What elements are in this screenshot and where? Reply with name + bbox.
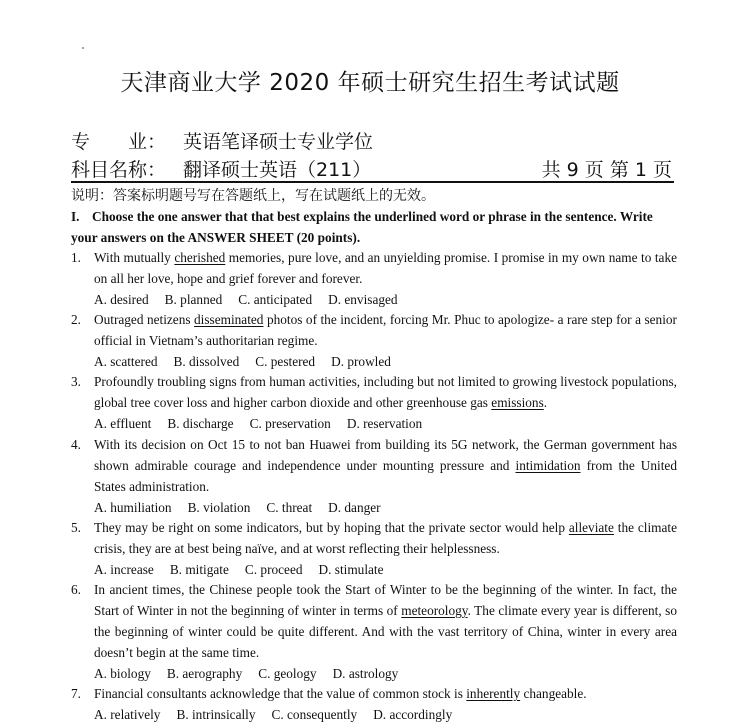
question-number: 3. — [71, 374, 81, 389]
option-c: C. pestered — [255, 354, 316, 369]
question-text-before: With its decision on Oct 15 to not ban Huawei from building its 5G network, the German government has shown admirable courage and independence under mounting pressure and — [94, 437, 677, 473]
option-a: A. relatively — [94, 707, 161, 722]
question-text-before: Profoundly troubling signs from human activities, including but not limited to growing livestock populations, global tree cover loss and higher carbon dioxide and other greenhouse gas — [94, 374, 677, 410]
answer-note: 说明：答案标明题号写在答题纸上，写在试题纸上的无效。 — [71, 188, 435, 204]
question-number: 2. — [71, 312, 81, 327]
option-a: A. biology — [94, 666, 151, 681]
question — [71, 579, 677, 684]
answer-options — [94, 559, 677, 580]
major-row — [71, 127, 373, 154]
option-d: D. prowled — [331, 354, 391, 369]
underlined-word: cherished — [174, 250, 226, 265]
option-d: D. astrology — [332, 666, 399, 681]
underlined-word: meteorology — [401, 603, 468, 618]
question-number: 6. — [71, 582, 81, 597]
question-text — [94, 247, 677, 289]
answer-options — [94, 704, 677, 725]
option-a: A. desired — [94, 292, 149, 307]
question-text-before: They may be right on some indicators, but by hoping that the private sector would help — [94, 520, 569, 535]
question-text — [94, 579, 677, 663]
option-c: C. geology — [258, 666, 317, 681]
option-a: A. scattered — [94, 354, 158, 369]
option-d: D. danger — [328, 500, 381, 515]
answer-options — [94, 351, 677, 372]
question-number: 4. — [71, 437, 81, 452]
question-text-after: . — [543, 395, 548, 410]
option-d: D. reservation — [346, 416, 423, 431]
question-number: 1. — [71, 250, 81, 265]
question-text-after: memories, pure love, and an unyielding promise. I promise in my own name to take on all her love, hope and grief forever and forever. — [94, 250, 677, 286]
option-d: D. envisaged — [328, 292, 398, 307]
option-b: B. intrinsically — [176, 707, 256, 722]
question-text-before: With mutually — [94, 250, 175, 265]
question-text-before: Financial consultants acknowledge that the value of common stock is — [94, 686, 467, 701]
underlined-word: disseminated — [194, 312, 264, 327]
option-b: B. aerography — [166, 666, 243, 681]
question-text-before: Outraged netizens — [94, 312, 195, 327]
major-label: 专 业： — [71, 131, 167, 153]
question — [71, 683, 677, 725]
question — [71, 517, 677, 580]
question-text — [94, 309, 677, 351]
question-text-before: In ancient times, the Chinese people took the Start of Winter to be the beginning of the winter. In fact, the Start of Winter in not the beginning of winter in terms of — [94, 582, 677, 618]
section-instruction — [71, 206, 677, 248]
option-b: B. dissolved — [173, 354, 240, 369]
option-b: B. planned — [164, 292, 223, 307]
subject-label: 科目名称： — [71, 159, 167, 181]
question-text — [94, 434, 677, 497]
option-c: C. threat — [266, 500, 313, 515]
question-text-after: changeable. — [520, 686, 587, 701]
answer-options — [94, 413, 677, 434]
option-b: B. violation — [187, 500, 251, 515]
option-c: C. preservation — [249, 416, 331, 431]
major-value: 英语笔译硕士专业学位 — [183, 131, 374, 153]
question-text-after: the climate crisis, they are at best being naïve, and at worst reflecting their helplessness. — [94, 520, 677, 556]
section-instruction-text: Choose the one answer that that best explains the underlined word or phrase in the sentence. Write your answers on the ANSWER SHEET (20 points). — [71, 209, 653, 245]
option-b: B. mitigate — [169, 562, 229, 577]
underlined-word: intimidation — [515, 458, 581, 473]
question-text — [94, 517, 677, 559]
question — [71, 434, 677, 518]
option-c: C. anticipated — [238, 292, 313, 307]
option-a: A. increase — [94, 562, 154, 577]
page-count: 共 9 页 第 1 页 — [541, 159, 672, 181]
answer-options — [94, 289, 677, 310]
question-number: 7. — [71, 686, 81, 701]
underlined-word: emissions — [491, 395, 544, 410]
scan-speck — [82, 47, 84, 49]
underlined-word: inherently — [466, 686, 521, 701]
section-number: I. — [71, 209, 80, 224]
underlined-word: alleviate — [568, 520, 614, 535]
subject-value: 翻译硕士英语（211） — [183, 159, 372, 181]
question — [71, 371, 677, 434]
question-number: 5. — [71, 520, 81, 535]
option-d: D. accordingly — [373, 707, 453, 722]
option-d: D. stimulate — [318, 562, 384, 577]
option-b: B. discharge — [167, 416, 234, 431]
question-text-after: . The climate every year is different, so the beginning of winter could be quite different. And with the vast territory of China, winter in every area doesn’t begin at the same time. — [94, 603, 677, 660]
question-text — [94, 371, 677, 413]
option-a: A. humiliation — [94, 500, 172, 515]
option-c: C. consequently — [271, 707, 358, 722]
answer-options — [94, 497, 677, 518]
page-title: 天津商业大学 2020 年硕士研究生招生考试试题 — [120, 70, 620, 96]
question-text — [94, 683, 677, 704]
question-text-after: from the United States administration. — [94, 458, 677, 494]
option-a: A. effluent — [94, 416, 152, 431]
question — [71, 247, 677, 310]
question-text-after: photos of the incident, forcing Mr. Phuc to apologize- a rare step for a senior official in Vietnam’s authoritarian regime. — [94, 312, 677, 348]
subject-row — [71, 155, 674, 183]
answer-options — [94, 663, 677, 684]
option-c: C. proceed — [244, 562, 303, 577]
question — [71, 309, 677, 372]
